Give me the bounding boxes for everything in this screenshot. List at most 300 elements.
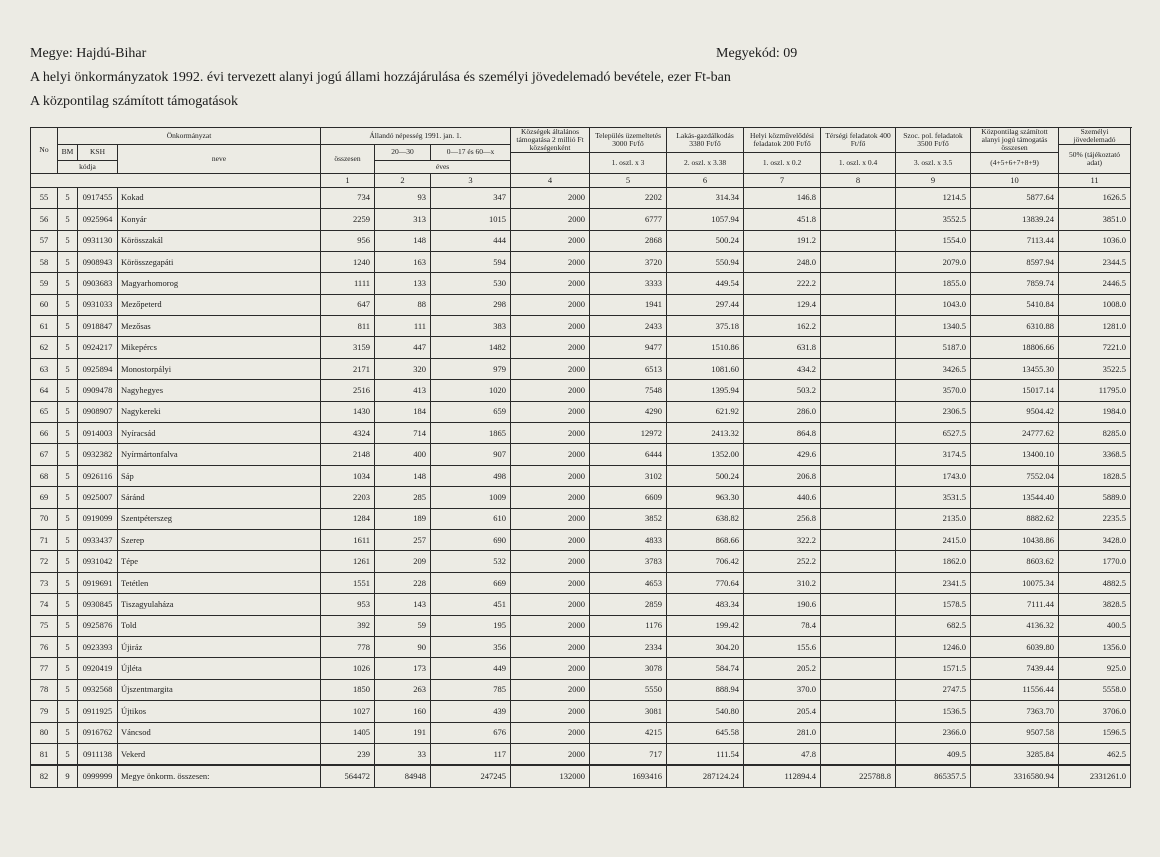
- cell-c7: 205.4: [744, 701, 821, 722]
- cell-ksh: 0925007: [78, 487, 118, 508]
- cell-c1: 2516: [321, 380, 375, 401]
- cell-c5: 3720: [590, 251, 667, 272]
- county-label: Megye: Hajdú-Bihar: [30, 46, 147, 61]
- cell-bm: 5: [58, 615, 78, 636]
- cell-c11: 2344.5: [1059, 251, 1131, 272]
- header-number-8: 8: [821, 173, 896, 187]
- cell-ksh: 0925876: [78, 615, 118, 636]
- cell-c4: 2000: [511, 358, 590, 379]
- header-kodja: kódja: [58, 160, 118, 173]
- cell-ksh: 0918847: [78, 316, 118, 337]
- cell-c11: 3368.5: [1059, 444, 1131, 465]
- cell-c1: 564472: [321, 765, 375, 787]
- cell-c2: 313: [375, 209, 431, 230]
- cell-name: Mezősas: [118, 316, 321, 337]
- cell-c1: 956: [321, 230, 375, 251]
- cell-c3: 1015: [431, 209, 511, 230]
- cell-c7: 129.4: [744, 294, 821, 315]
- cell-c4: 2000: [511, 743, 590, 765]
- cell-c10: 13400.10: [971, 444, 1059, 465]
- cell-c4: 2000: [511, 658, 590, 679]
- cell-c9: 2747.5: [896, 679, 971, 700]
- cell-ksh: 0923393: [78, 636, 118, 657]
- cell-c7: 162.2: [744, 316, 821, 337]
- cell-c7: 155.6: [744, 636, 821, 657]
- cell-c6: 483.34: [667, 594, 744, 615]
- table-row: [31, 423, 1131, 444]
- cell-c7: 222.2: [744, 273, 821, 294]
- cell-c8: [821, 551, 896, 572]
- cell-c6: 770.64: [667, 572, 744, 593]
- cell-name: Nagykereki: [118, 401, 321, 422]
- cell-c10: 3316580.94: [971, 765, 1059, 787]
- cell-c1: 647: [321, 294, 375, 315]
- cell-bm: 5: [58, 423, 78, 444]
- table-row: [31, 444, 1131, 465]
- cell-c4: 2000: [511, 380, 590, 401]
- header-number-blank: [31, 173, 321, 187]
- cell-c9: 2079.0: [896, 251, 971, 272]
- cell-c5: 3102: [590, 465, 667, 486]
- cell-bm: 5: [58, 551, 78, 572]
- cell-name: Körösszakál: [118, 230, 321, 251]
- cell-name: Konyár: [118, 209, 321, 230]
- cell-c6: 199.42: [667, 615, 744, 636]
- table-row: [31, 294, 1131, 315]
- cell-ksh: 0932382: [78, 444, 118, 465]
- cell-c11: 1281.0: [1059, 316, 1131, 337]
- cell-c2: 228: [375, 572, 431, 593]
- cell-c2: 111: [375, 316, 431, 337]
- header-number-6: 6: [667, 173, 744, 187]
- cell-c1: 2203: [321, 487, 375, 508]
- table-row: [31, 722, 1131, 743]
- cell-name: Megye önkorm. összesen:: [118, 765, 321, 787]
- cell-c7: 112894.4: [744, 765, 821, 787]
- cell-ksh: 0908907: [78, 401, 118, 422]
- cell-name: Újtikos: [118, 701, 321, 722]
- header-kozpont: Központilag számított alanyi jogú támogatás összesen: [971, 128, 1059, 153]
- cell-c9: 865357.5: [896, 765, 971, 787]
- cell-c1: 1850: [321, 679, 375, 700]
- header-number-7: 7: [744, 173, 821, 187]
- cell-c4: 2000: [511, 636, 590, 657]
- header-szja-50: 50% (tájékoztató adat): [1059, 144, 1131, 173]
- cell-name: Sáp: [118, 465, 321, 486]
- cell-c1: 1430: [321, 401, 375, 422]
- cell-c4: 2000: [511, 423, 590, 444]
- cell-c1: 1027: [321, 701, 375, 722]
- cell-bm: 5: [58, 636, 78, 657]
- cell-c10: 7363.70: [971, 701, 1059, 722]
- cell-no: 78: [31, 679, 58, 700]
- cell-c7: 451.8: [744, 209, 821, 230]
- cell-bm: 5: [58, 701, 78, 722]
- cell-c3: 532: [431, 551, 511, 572]
- cell-c5: 3783: [590, 551, 667, 572]
- cell-c11: 11795.0: [1059, 380, 1131, 401]
- cell-c6: 645.58: [667, 722, 744, 743]
- cell-no: 82: [31, 765, 58, 787]
- cell-c2: 88: [375, 294, 431, 315]
- cell-c11: 1828.5: [1059, 465, 1131, 486]
- cell-c10: 7552.04: [971, 465, 1059, 486]
- header-ksh: KSH: [78, 144, 118, 160]
- cell-ksh: 0931042: [78, 551, 118, 572]
- cell-c5: 3852: [590, 508, 667, 529]
- cell-c9: 2366.0: [896, 722, 971, 743]
- cell-ksh: 0932568: [78, 679, 118, 700]
- cell-c10: 6039.80: [971, 636, 1059, 657]
- cell-c9: 1536.5: [896, 701, 971, 722]
- header-kozsegek-blank: [511, 152, 590, 173]
- cell-no: 60: [31, 294, 58, 315]
- cell-bm: 5: [58, 487, 78, 508]
- cell-no: 81: [31, 743, 58, 765]
- cell-bm: 5: [58, 508, 78, 529]
- cell-name: Váncsod: [118, 722, 321, 743]
- cell-c2: 263: [375, 679, 431, 700]
- cell-c7: 47.8: [744, 743, 821, 765]
- cell-ksh: 0914003: [78, 423, 118, 444]
- cell-c11: 1626.5: [1059, 187, 1131, 208]
- table-row: [31, 487, 1131, 508]
- cell-c7: 864.8: [744, 423, 821, 444]
- cell-ksh: 0919099: [78, 508, 118, 529]
- cell-c9: 3570.0: [896, 380, 971, 401]
- cell-c2: 173: [375, 658, 431, 679]
- cell-c5: 6444: [590, 444, 667, 465]
- cell-bm: 5: [58, 251, 78, 272]
- cell-c8: [821, 423, 896, 444]
- cell-c6: 1081.60: [667, 358, 744, 379]
- cell-c8: [821, 187, 896, 208]
- cell-c5: 9477: [590, 337, 667, 358]
- cell-c3: 247245: [431, 765, 511, 787]
- cell-c11: 925.0: [1059, 658, 1131, 679]
- header-szoc: Szoc. pol. feladatok 3500 Ft/fő: [896, 128, 971, 153]
- cell-c5: 3081: [590, 701, 667, 722]
- cell-c1: 1240: [321, 251, 375, 272]
- cell-c10: 5877.64: [971, 187, 1059, 208]
- header-age-0-17: 0—17 és 60—x: [431, 144, 511, 160]
- cell-c11: 3828.5: [1059, 594, 1131, 615]
- county-code-label: Megyekód: 09: [716, 46, 798, 61]
- cell-c5: 4833: [590, 530, 667, 551]
- table-row: [31, 209, 1131, 230]
- cell-c11: 1036.0: [1059, 230, 1131, 251]
- cell-c3: 1009: [431, 487, 511, 508]
- table-row: [31, 251, 1131, 272]
- cell-c5: 2202: [590, 187, 667, 208]
- cell-c3: 659: [431, 401, 511, 422]
- cell-c2: 209: [375, 551, 431, 572]
- cell-c9: 1571.5: [896, 658, 971, 679]
- cell-c10: 7859.74: [971, 273, 1059, 294]
- cell-c5: 6609: [590, 487, 667, 508]
- cell-name: Vekerd: [118, 743, 321, 765]
- cell-c3: 907: [431, 444, 511, 465]
- cell-c1: 1034: [321, 465, 375, 486]
- cell-c2: 184: [375, 401, 431, 422]
- cell-name: Tiszagyulaháza: [118, 594, 321, 615]
- cell-c2: 133: [375, 273, 431, 294]
- header-number-1: 1: [321, 173, 375, 187]
- cell-c3: 530: [431, 273, 511, 294]
- header-telepules: Település üzemeltetés 3000 Ft/fő: [590, 128, 667, 153]
- cell-c2: 33: [375, 743, 431, 765]
- cell-c11: 7221.0: [1059, 337, 1131, 358]
- cell-c4: 2000: [511, 594, 590, 615]
- table-row: [31, 508, 1131, 529]
- cell-c10: 24777.62: [971, 423, 1059, 444]
- cell-c10: 3285.84: [971, 743, 1059, 765]
- cell-c7: 281.0: [744, 722, 821, 743]
- cell-c10: 8603.62: [971, 551, 1059, 572]
- header-number-10: 10: [971, 173, 1059, 187]
- cell-c10: 4136.32: [971, 615, 1059, 636]
- cell-no: 63: [31, 358, 58, 379]
- cell-no: 55: [31, 187, 58, 208]
- cell-c11: 3851.0: [1059, 209, 1131, 230]
- cell-c3: 669: [431, 572, 511, 593]
- cell-no: 65: [31, 401, 58, 422]
- cell-c2: 320: [375, 358, 431, 379]
- cell-ksh: 0925894: [78, 358, 118, 379]
- table-row: [31, 337, 1131, 358]
- cell-c9: 1340.5: [896, 316, 971, 337]
- table-header: [31, 128, 1131, 188]
- document-subtitle: A központilag számított támogatások: [30, 94, 239, 109]
- cell-c9: 1578.5: [896, 594, 971, 615]
- cell-c8: [821, 337, 896, 358]
- cell-c5: 1176: [590, 615, 667, 636]
- cell-c1: 2259: [321, 209, 375, 230]
- cell-bm: 5: [58, 594, 78, 615]
- cell-name: Tépe: [118, 551, 321, 572]
- cell-c1: 811: [321, 316, 375, 337]
- cell-ksh: 0931130: [78, 230, 118, 251]
- cell-c9: 1214.5: [896, 187, 971, 208]
- cell-c10: 7111.44: [971, 594, 1059, 615]
- cell-ksh: 0931033: [78, 294, 118, 315]
- cell-ksh: 0999999: [78, 765, 118, 787]
- total-row: [31, 765, 1131, 787]
- header-helyi: Helyi közművelődési feladatok 200 Ft/fő: [744, 128, 821, 153]
- header-telepules-formula: 1. oszl. x 3: [590, 152, 667, 173]
- cell-no: 72: [31, 551, 58, 572]
- cell-no: 75: [31, 615, 58, 636]
- cell-c11: 4882.5: [1059, 572, 1131, 593]
- table-body: [31, 187, 1131, 787]
- cell-name: Kokad: [118, 187, 321, 208]
- cell-c9: 2135.0: [896, 508, 971, 529]
- cell-c6: 963.30: [667, 487, 744, 508]
- cell-c8: [821, 636, 896, 657]
- cell-c6: 868.66: [667, 530, 744, 551]
- cell-c3: 1865: [431, 423, 511, 444]
- cell-c9: 1246.0: [896, 636, 971, 657]
- cell-c11: 5558.0: [1059, 679, 1131, 700]
- cell-c9: 682.5: [896, 615, 971, 636]
- cell-c7: 146.8: [744, 187, 821, 208]
- cell-c4: 2000: [511, 551, 590, 572]
- cell-c6: 1352.00: [667, 444, 744, 465]
- cell-c9: 1855.0: [896, 273, 971, 294]
- cell-c6: 550.94: [667, 251, 744, 272]
- cell-c4: 2000: [511, 615, 590, 636]
- cell-c6: 621.92: [667, 401, 744, 422]
- cell-c6: 111.54: [667, 743, 744, 765]
- cell-c10: 10075.34: [971, 572, 1059, 593]
- cell-c8: [821, 401, 896, 422]
- cell-c5: 2334: [590, 636, 667, 657]
- cell-c9: 2341.5: [896, 572, 971, 593]
- cell-c5: 2859: [590, 594, 667, 615]
- table-row: [31, 465, 1131, 486]
- cell-c3: 298: [431, 294, 511, 315]
- table-row: [31, 701, 1131, 722]
- cell-c2: 93: [375, 187, 431, 208]
- cell-name: Újiráz: [118, 636, 321, 657]
- cell-c2: 189: [375, 508, 431, 529]
- header-szoc-formula: 3. oszl. x 3.5: [896, 152, 971, 173]
- cell-c4: 2000: [511, 316, 590, 337]
- cell-no: 80: [31, 722, 58, 743]
- cell-c9: 1043.0: [896, 294, 971, 315]
- cell-name: Újszentmargita: [118, 679, 321, 700]
- cell-name: Magyarhomorog: [118, 273, 321, 294]
- cell-name: Mikepércs: [118, 337, 321, 358]
- cell-c6: 706.42: [667, 551, 744, 572]
- cell-c8: [821, 572, 896, 593]
- cell-c8: 225788.8: [821, 765, 896, 787]
- cell-bm: 5: [58, 679, 78, 700]
- cell-name: Monostorpályi: [118, 358, 321, 379]
- table-row: [31, 401, 1131, 422]
- cell-c2: 714: [375, 423, 431, 444]
- cell-c5: 7548: [590, 380, 667, 401]
- cell-ksh: 0924217: [78, 337, 118, 358]
- cell-c9: 409.5: [896, 743, 971, 765]
- cell-c7: 252.2: [744, 551, 821, 572]
- cell-ksh: 0926116: [78, 465, 118, 486]
- cell-c3: 347: [431, 187, 511, 208]
- cell-bm: 5: [58, 401, 78, 422]
- cell-c2: 143: [375, 594, 431, 615]
- header-number-9: 9: [896, 173, 971, 187]
- cell-c2: 191: [375, 722, 431, 743]
- cell-c3: 690: [431, 530, 511, 551]
- cell-c5: 3078: [590, 658, 667, 679]
- cell-c7: 434.2: [744, 358, 821, 379]
- cell-no: 79: [31, 701, 58, 722]
- header-lakas: Lakás-gazdálkodás 3380 Ft/fő: [667, 128, 744, 153]
- cell-c10: 5410.84: [971, 294, 1059, 315]
- cell-c2: 163: [375, 251, 431, 272]
- cell-c4: 2000: [511, 294, 590, 315]
- header-eves: éves: [375, 160, 511, 173]
- cell-name: Nyíracsád: [118, 423, 321, 444]
- header-number-5: 5: [590, 173, 667, 187]
- cell-c1: 392: [321, 615, 375, 636]
- cell-bm: 5: [58, 743, 78, 765]
- cell-name: Újléta: [118, 658, 321, 679]
- cell-c3: 444: [431, 230, 511, 251]
- header-no: No: [31, 128, 58, 174]
- cell-c4: 2000: [511, 679, 590, 700]
- cell-ksh: 0919691: [78, 572, 118, 593]
- cell-c6: 2413.32: [667, 423, 744, 444]
- cell-c5: 6777: [590, 209, 667, 230]
- cell-name: Szerep: [118, 530, 321, 551]
- cell-c4: 2000: [511, 701, 590, 722]
- cell-name: Tetétlen: [118, 572, 321, 593]
- cell-no: 68: [31, 465, 58, 486]
- cell-c1: 1284: [321, 508, 375, 529]
- cell-bm: 5: [58, 444, 78, 465]
- cell-c2: 84948: [375, 765, 431, 787]
- cell-ksh: 0916762: [78, 722, 118, 743]
- cell-bm: 5: [58, 187, 78, 208]
- cell-bm: 5: [58, 209, 78, 230]
- cell-c1: 778: [321, 636, 375, 657]
- header-neve: neve: [118, 144, 321, 173]
- cell-c4: 2000: [511, 465, 590, 486]
- cell-c1: 3159: [321, 337, 375, 358]
- cell-ksh: 0909478: [78, 380, 118, 401]
- header-helyi-formula: 1. oszl. x 0.2: [744, 152, 821, 173]
- cell-c9: 1743.0: [896, 465, 971, 486]
- header-kozpont-formula: (4+5+6+7+8+9): [971, 152, 1059, 173]
- cell-c7: 190.6: [744, 594, 821, 615]
- cell-name: Told: [118, 615, 321, 636]
- cell-c3: 356: [431, 636, 511, 657]
- cell-c6: 297.44: [667, 294, 744, 315]
- cell-c6: 314.34: [667, 187, 744, 208]
- cell-c2: 148: [375, 230, 431, 251]
- cell-name: Sáránd: [118, 487, 321, 508]
- cell-c11: 3428.0: [1059, 530, 1131, 551]
- cell-no: 69: [31, 487, 58, 508]
- cell-c9: 2306.5: [896, 401, 971, 422]
- cell-c5: 12972: [590, 423, 667, 444]
- cell-c9: 3552.5: [896, 209, 971, 230]
- cell-bm: 5: [58, 572, 78, 593]
- cell-c11: 1596.5: [1059, 722, 1131, 743]
- cell-c3: 449: [431, 658, 511, 679]
- header-number-11: 11: [1059, 173, 1131, 187]
- cell-c2: 148: [375, 465, 431, 486]
- cell-bm: 9: [58, 765, 78, 787]
- table-row: [31, 230, 1131, 251]
- cell-c7: 440.6: [744, 487, 821, 508]
- cell-c1: 734: [321, 187, 375, 208]
- cell-c7: 631.8: [744, 337, 821, 358]
- header-number-4: 4: [511, 173, 590, 187]
- cell-c5: 4215: [590, 722, 667, 743]
- cell-c2: 447: [375, 337, 431, 358]
- cell-c10: 13455.30: [971, 358, 1059, 379]
- cell-c2: 59: [375, 615, 431, 636]
- cell-c4: 2000: [511, 230, 590, 251]
- cell-c6: 1057.94: [667, 209, 744, 230]
- cell-c11: 2331261.0: [1059, 765, 1131, 787]
- cell-c10: 7113.44: [971, 230, 1059, 251]
- cell-ksh: 0908943: [78, 251, 118, 272]
- cell-c10: 15017.14: [971, 380, 1059, 401]
- cell-c4: 2000: [511, 722, 590, 743]
